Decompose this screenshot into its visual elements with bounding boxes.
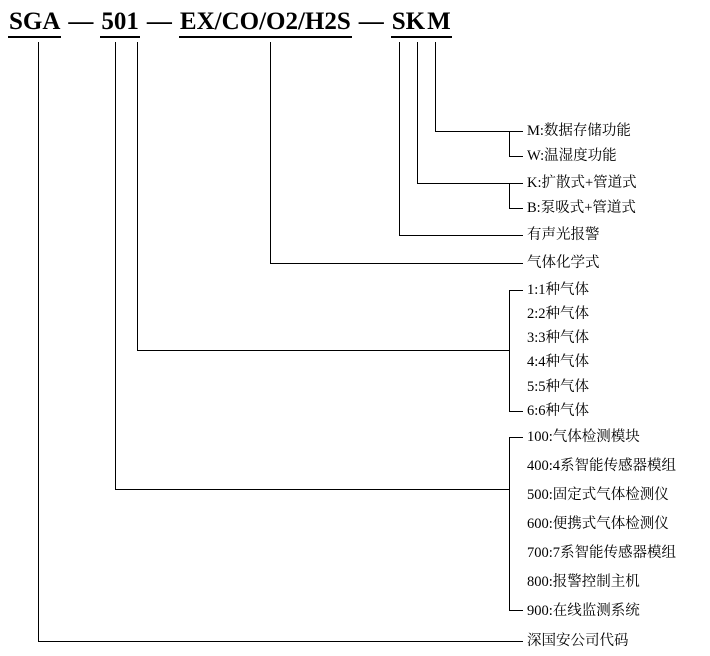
label-series-100: 100:气体检测模块 xyxy=(527,429,640,445)
label-series-700: 700:7系智能传感器模组 xyxy=(527,545,677,561)
label-gas-1: 1:1种气体 xyxy=(527,282,590,298)
bracket-tick-w xyxy=(509,156,523,157)
bracket-tick-gas-1 xyxy=(509,290,523,291)
code-dash-1: — xyxy=(68,8,94,35)
code-segment-sga: SGA xyxy=(8,8,61,38)
bracket-tick-k xyxy=(509,183,523,184)
label-sampling-b: B:泵吸式+管道式 xyxy=(527,200,636,216)
label-series-400: 400:4系智能传感器模组 xyxy=(527,458,677,474)
label-gas-2: 2:2种气体 xyxy=(527,306,590,322)
code-dash-2: — xyxy=(146,8,172,35)
label-gas-3: 3:3种气体 xyxy=(527,330,590,346)
bracket-tick-b xyxy=(509,208,523,209)
label-series-900: 900:在线监测系统 xyxy=(527,603,640,619)
leader-hline-chemistry xyxy=(270,263,523,264)
code-dash-3: — xyxy=(358,8,384,35)
leader-vline-sk xyxy=(417,42,418,184)
leader-vline-chemistry xyxy=(270,42,271,264)
code-segment-sk: SK xyxy=(391,8,426,38)
leader-hline-sk xyxy=(417,183,510,184)
leader-hline-gascount xyxy=(137,350,510,351)
label-series-600: 600:便携式气体检测仪 xyxy=(527,516,669,532)
leader-hline-m xyxy=(435,131,510,132)
bracket-tick-m xyxy=(509,131,523,132)
label-sampling-k: K:扩散式+管道式 xyxy=(527,175,637,191)
bracket-tick-series-900 xyxy=(509,610,523,611)
code-segment-gases: EX/CO/O2/H2S xyxy=(179,8,352,38)
leader-hline-series xyxy=(115,489,510,490)
leader-vline-alarm xyxy=(399,42,400,236)
leader-vline-company xyxy=(38,42,39,642)
model-code-row xyxy=(8,8,452,38)
bracket-vline-storage xyxy=(509,131,510,157)
leader-hline-company xyxy=(38,641,523,642)
bracket-vline-sampling xyxy=(509,183,510,209)
label-chemistry: 气体化学式 xyxy=(527,255,600,271)
label-gas-5: 5:5种气体 xyxy=(527,379,590,395)
label-storage-w: W:温湿度功能 xyxy=(527,148,617,164)
leader-vline-m xyxy=(435,42,436,132)
label-alarm: 有声光报警 xyxy=(527,227,600,243)
label-series-800: 800:报警控制主机 xyxy=(527,574,640,590)
leader-vline-gascount xyxy=(137,42,138,351)
label-series-500: 500:固定式气体检测仪 xyxy=(527,487,669,503)
code-segment-m: M xyxy=(426,8,452,38)
label-gas-4: 4:4种气体 xyxy=(527,354,590,370)
bracket-vline-gascount xyxy=(509,290,510,412)
label-storage-m: M:数据存储功能 xyxy=(527,123,631,139)
leader-hline-alarm xyxy=(399,235,523,236)
bracket-vline-series xyxy=(509,437,510,611)
bracket-tick-gas-6 xyxy=(509,411,523,412)
leader-vline-series xyxy=(115,42,116,490)
label-gas-6: 6:6种气体 xyxy=(527,403,590,419)
code-segment-501: 501 xyxy=(100,8,140,38)
label-company-code: 深国安公司代码 xyxy=(527,633,629,649)
bracket-tick-series-100 xyxy=(509,437,523,438)
